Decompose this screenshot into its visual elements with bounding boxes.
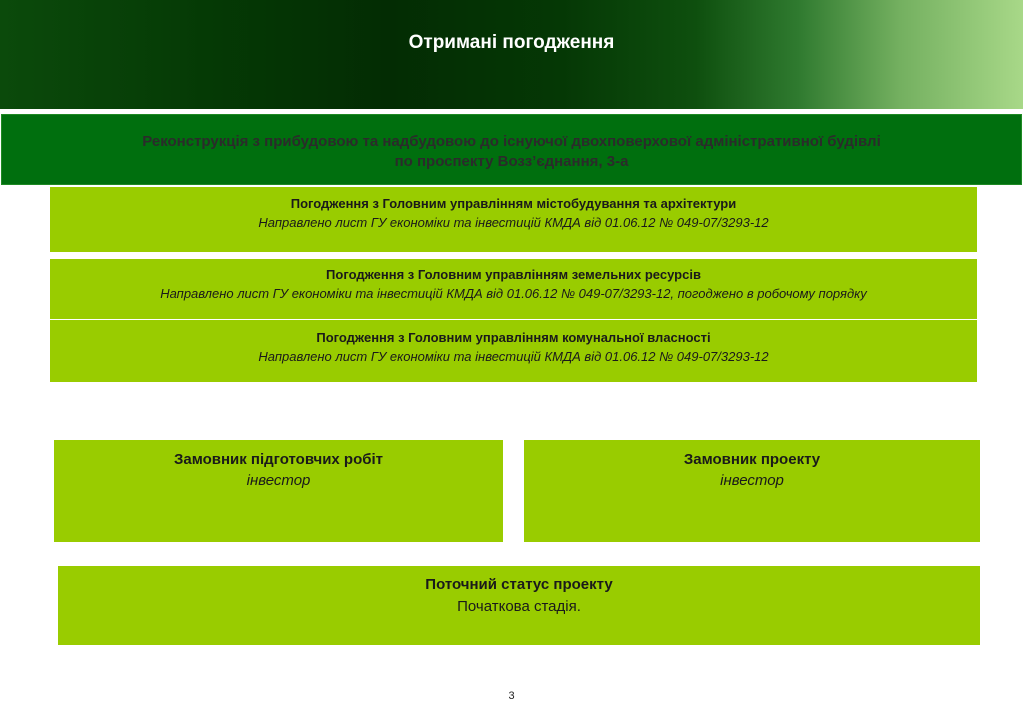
approval-box-land-resources — [50, 259, 977, 319]
approval-title: Погодження з Головним управлінням земельних ресурсів — [326, 267, 701, 282]
slide-title: Отримані погодження — [408, 32, 615, 53]
approval-title: Погодження з Головним управлінням комунальної власності — [316, 330, 711, 345]
status-value: Початкова стадія. — [457, 598, 581, 615]
slide-header — [0, 0, 1023, 109]
approval-note: Направлено лист ГУ економіки та інвестицій КМДА від 01.06.12 № 049-07/3293-12 — [258, 349, 769, 364]
status-title: Поточний статус проекту — [425, 576, 613, 593]
project-title-line2: по проспекту Возз’єднання, 3-а — [394, 153, 629, 170]
client-title: Замовник підготовчих робіт — [173, 451, 384, 468]
project-status-box — [58, 566, 980, 645]
client-title: Замовник проекту — [683, 451, 821, 468]
project-title-line1: Реконструкція з прибудовою та надбудовою до існуючої двохповерхової адміністративної будівлі — [142, 133, 881, 150]
approval-note: Направлено лист ГУ економіки та інвестицій КМДА від 01.06.12 № 049-07/3293-12 — [258, 215, 769, 230]
client-box-project — [524, 440, 980, 542]
project-title — [2, 132, 1021, 172]
client-value: інвестор — [246, 472, 311, 489]
page-number: 3 — [508, 690, 515, 702]
project-banner — [1, 114, 1022, 185]
approval-note: Направлено лист ГУ економіки та інвестицій КМДА від 01.06.12 № 049-07/3293-12, погоджено в робочому порядку — [160, 286, 867, 301]
client-box-preparatory-works — [54, 440, 503, 542]
approval-title: Погодження з Головним управлінням містобудування та архітектури — [290, 196, 737, 211]
client-value: інвестор — [720, 472, 784, 489]
approval-box-urban-planning — [50, 187, 977, 252]
approval-box-communal-property — [50, 320, 977, 382]
